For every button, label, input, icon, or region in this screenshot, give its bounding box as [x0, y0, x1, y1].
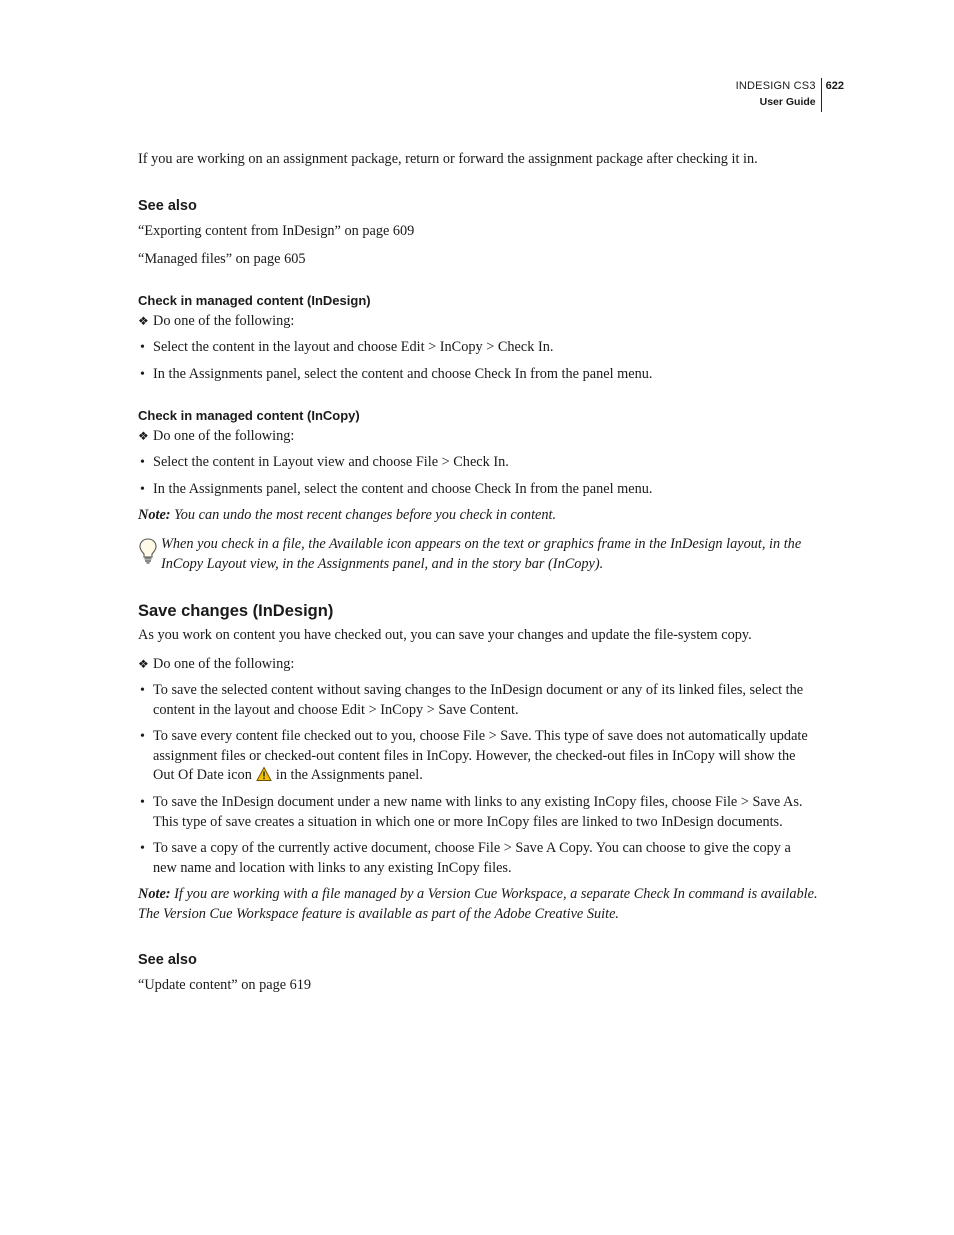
list-item-text: To save the selected content without saving changes to the InDesign document or any of its linked files, select the content in the layout and choose Edit > InCopy > Save Content.	[153, 682, 804, 718]
note	[138, 885, 818, 924]
tip-block	[138, 535, 818, 574]
see-also-heading: See also	[138, 198, 197, 214]
step-glyph: ❖	[138, 314, 149, 328]
note-label: Note:	[138, 507, 171, 523]
list-item-text	[153, 727, 818, 786]
bullet-glyph: •	[140, 683, 145, 698]
warning-icon	[256, 766, 272, 782]
step-instruction	[138, 312, 818, 332]
note-label: Note:	[138, 886, 171, 902]
list-item	[138, 365, 818, 385]
header-title-block	[736, 78, 822, 112]
subheading-checkin-indesign: Check in managed content (InDesign)	[138, 293, 371, 308]
bullet-glyph: •	[140, 367, 145, 382]
list-item-text: In the Assignments panel, select the content and choose Check In from the panel menu.	[153, 481, 653, 497]
list-item	[138, 338, 818, 358]
list-item-text: Select the content in the layout and choose Edit > InCopy > Check In.	[153, 339, 554, 355]
bullet-glyph: •	[140, 482, 145, 497]
see-also-link[interactable]: “Update content” on page 619	[138, 977, 312, 993]
note	[138, 506, 818, 526]
list-item	[138, 727, 818, 786]
tip-text: When you check in a file, the Available icon appears on the text or graphics frame in the InDesign layout, in the InCopy Layout view, in the Assignments panel, and in the story bar (InCopy).	[161, 536, 802, 572]
list-item	[138, 681, 818, 720]
list-item-text-part: in the Assignments panel.	[275, 767, 423, 783]
list-item	[138, 793, 818, 832]
list-item-text-part: To save every content file checked out to you, choose File > Save. This type of save does not automatically update assignment files or checked-out content files in InCopy. However, the checked-out files in InCopy will show the Out Of Date icon	[153, 728, 808, 783]
step-text: Do one of the following:	[153, 656, 295, 672]
bullet-glyph: •	[140, 455, 145, 470]
list-item	[138, 839, 818, 878]
page-number: 622	[825, 80, 844, 92]
step-instruction	[138, 655, 818, 675]
see-also-link[interactable]: “Managed files” on page 605	[138, 251, 306, 267]
list-item-text: In the Assignments panel, select the content and choose Check In from the panel menu.	[153, 366, 653, 382]
note-text: If you are working with a file managed by a Version Cue Workspace, a separate Check In command is available. The Version Cue Workspace feature is available as part of the Adobe Creative Suite.	[138, 886, 818, 922]
step-instruction	[138, 427, 818, 447]
list-item-text: To save the InDesign document under a new name with links to any existing InCopy files, choose File > Save As. This type of save creates a situation in which one or more InCopy files are linked to two InDesign documents.	[153, 794, 803, 830]
step-text: Do one of the following:	[153, 428, 295, 444]
list-item	[138, 480, 818, 500]
step-glyph: ❖	[138, 657, 149, 671]
section-heading-save-changes: Save changes (InDesign)	[138, 602, 334, 620]
list-item-text: Select the content in Layout view and choose File > Check In.	[153, 454, 509, 470]
bullet-glyph: •	[140, 795, 145, 810]
see-also-heading: See also	[138, 952, 197, 968]
bullet-glyph: •	[140, 729, 145, 744]
running-header	[736, 78, 844, 112]
intro-paragraph: If you are working on an assignment package, return or forward the assignment package after checking it in.	[138, 151, 758, 167]
step-glyph: ❖	[138, 429, 149, 443]
guide-name: User Guide	[759, 96, 816, 108]
note-text: You can undo the most recent changes before you check in content.	[174, 507, 557, 523]
bullet-glyph: •	[140, 841, 145, 856]
step-text: Do one of the following:	[153, 313, 295, 329]
lightbulb-icon	[138, 537, 158, 565]
section-intro: As you work on content you have checked out, you can save your changes and update the file-system copy.	[138, 627, 752, 643]
subheading-checkin-incopy: Check in managed content (InCopy)	[138, 408, 360, 423]
see-also-link[interactable]: “Exporting content from InDesign” on page 609	[138, 223, 415, 239]
list-item-text: To save a copy of the currently active document, choose File > Save A Copy. You can choose to give the copy a new name and location with links to any existing InCopy files.	[153, 840, 791, 876]
product-name: INDESIGN CS3	[735, 80, 816, 92]
bullet-glyph: •	[140, 340, 145, 355]
list-item	[138, 453, 818, 473]
